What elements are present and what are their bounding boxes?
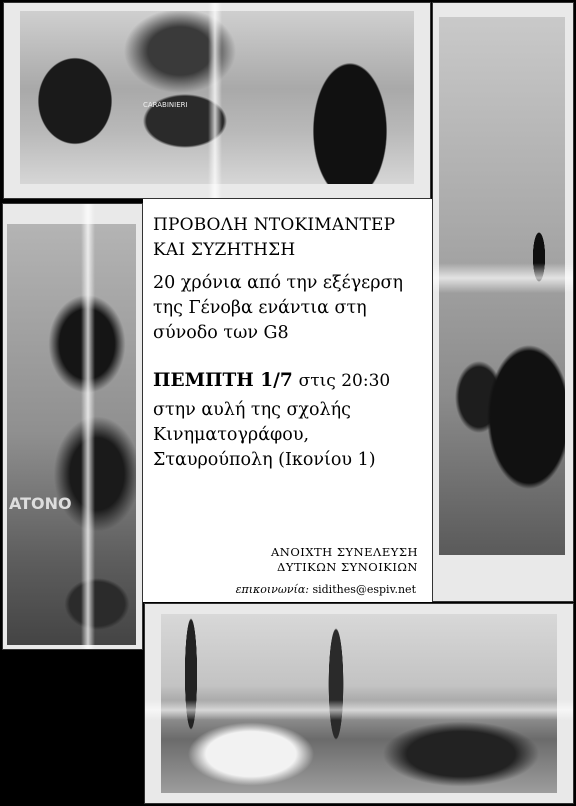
event-text-panel [143, 199, 432, 602]
photo-image [7, 224, 136, 645]
photo-riot-police [3, 2, 431, 199]
event-day: ΠΕΜΠΤΗ 1/7 [153, 370, 293, 391]
contact [236, 583, 416, 596]
location-line: στην αυλή της σχολής [153, 400, 351, 420]
photo-fold [433, 263, 573, 293]
contact-email[interactable]: sidithes@espiv.net [312, 583, 416, 596]
location-line: Κινηματογράφου, [153, 425, 310, 445]
wall-sign: ATONO [9, 494, 72, 513]
location-line: Σταυρούπολη (Ικονίου 1) [153, 450, 376, 470]
subtitle-line: σύνοδο των G8 [153, 323, 289, 343]
heading-line: ΚΑΙ ΣΥΖΗΤΗΣΗ [153, 240, 296, 260]
photo-smoke [2, 203, 143, 650]
photo-fold [145, 700, 573, 720]
photo-fold [81, 204, 95, 649]
event-subtitle [153, 271, 424, 346]
photo-fold [208, 3, 222, 198]
van-label: CARABINIERI [143, 101, 188, 109]
event-time: στις 20:30 [298, 371, 391, 391]
photo-crowd [144, 603, 574, 804]
event-location [153, 398, 424, 473]
subtitle-line: της Γένοβα ενάντια στη [153, 298, 367, 318]
organizer [271, 545, 418, 575]
heading-line: ΠΡΟΒΟΛΗ ΝΤΟΚΙΜΑΝΤΕΡ [153, 215, 396, 235]
photo-street-clash [432, 2, 574, 602]
contact-label: επικοινωνία: [235, 583, 309, 596]
subtitle-line: 20 χρόνια από την εξέγερση [153, 273, 403, 293]
event-heading [153, 213, 424, 263]
organizer-line: ΔΥΤΙΚΩΝ ΣΥΝΟΙΚΙΩΝ [277, 560, 418, 574]
event-date [153, 368, 424, 394]
organizer-line: ΑΝΟΙΧΤΗ ΣΥΝΕΛΕΥΣΗ [270, 545, 418, 559]
